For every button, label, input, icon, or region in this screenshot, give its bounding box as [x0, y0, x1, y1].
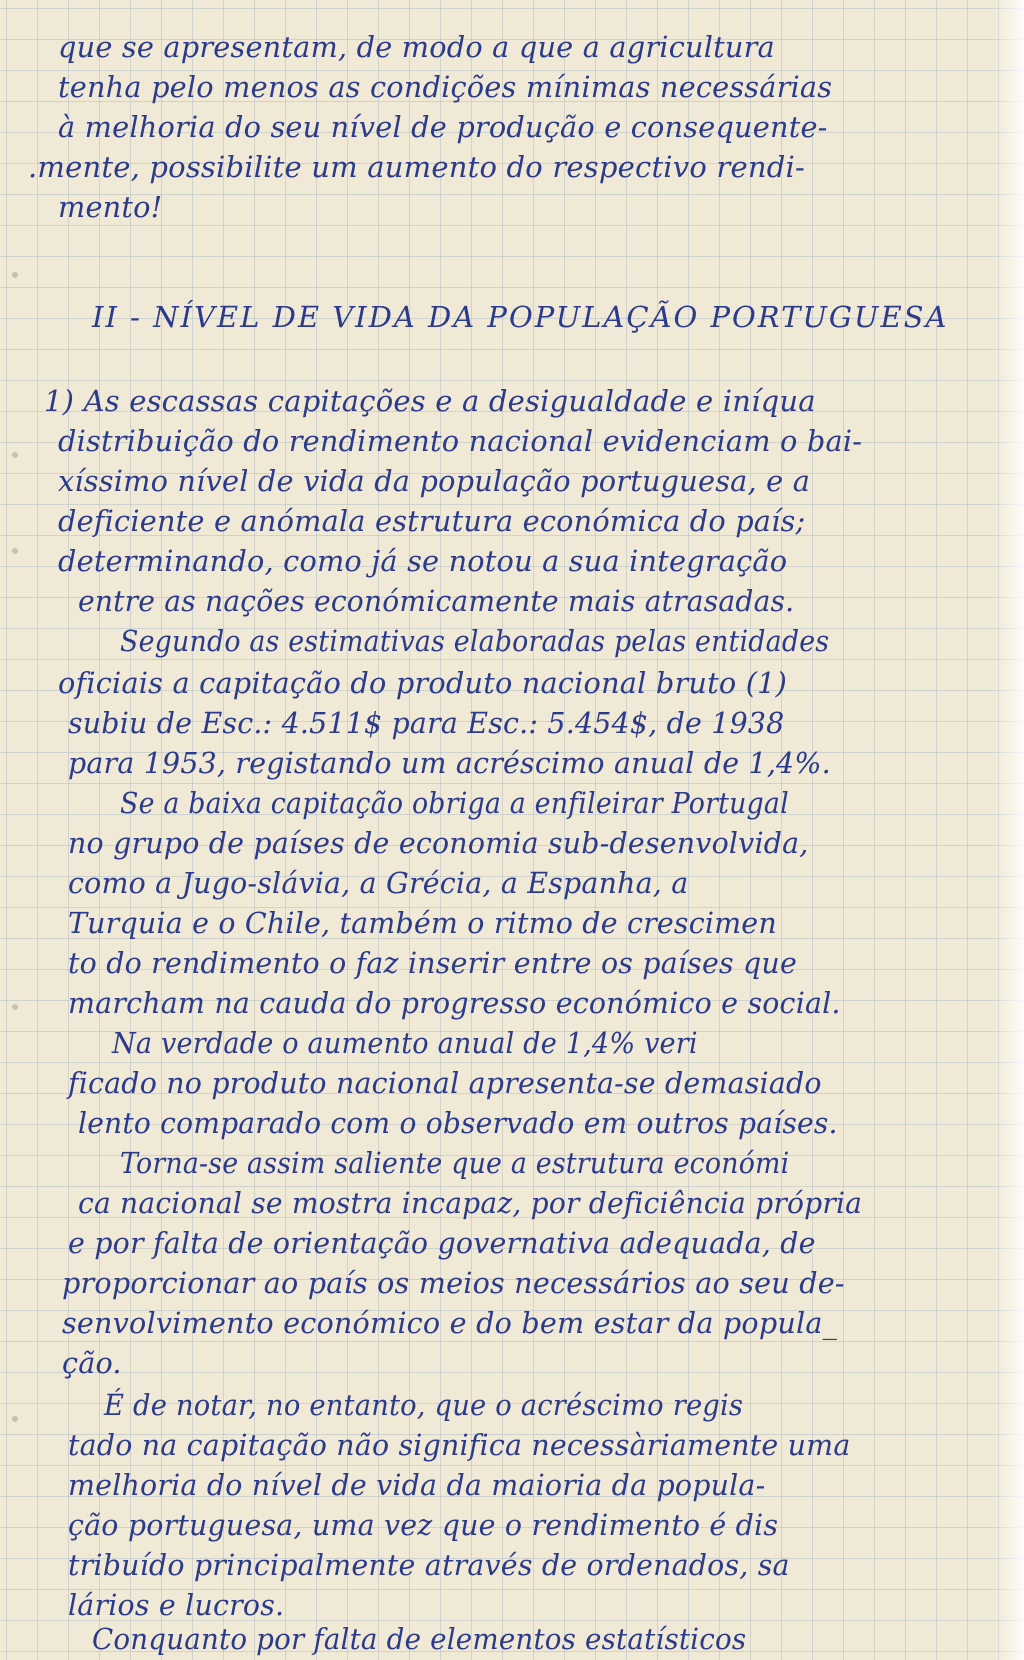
text-line: deficiente e anómala estrutura económica do país; [58, 504, 806, 538]
text-line: ção. [62, 1346, 122, 1380]
text-line: subiu de Esc.: 4.511$ para Esc.: 5.454$, de 1938 [68, 706, 785, 740]
text-line: para 1953, registando um acréscimo anual de 1,4%. [68, 746, 831, 780]
text-line: É de notar, no entanto, que o acréscimo regis [104, 1388, 744, 1422]
text-line: à melhoria do seu nível de produção e consequente- [58, 110, 828, 144]
text-line: determinando, como já se notou a sua integração [58, 544, 788, 578]
text-line: to do rendimento o faz inserir entre os países que [68, 946, 797, 980]
text-line: .mente, possibilite um aumento do respectivo rendi- [28, 150, 805, 184]
page-mark [12, 1004, 18, 1010]
text-line: distribuição do rendimento nacional evidenciam o bai- [58, 424, 863, 458]
text-line: 1) As escassas capitações e a desigualdade e iníqua [44, 384, 816, 418]
text-line: mento! [58, 190, 163, 224]
section-heading: II - NÍVEL DE VIDA DA POPULAÇÃO PORTUGUESA [92, 300, 949, 334]
text-line: como a Jugo-slávia, a Grécia, a Espanha, a [68, 866, 689, 900]
text-line: ficado no produto nacional apresenta-se demasiado [68, 1066, 822, 1100]
text-line: Se a baixa capitação obriga a enfileirar Portugal [120, 786, 789, 820]
text-line: Na verdade o aumento anual de 1,4% veri [112, 1026, 698, 1060]
text-line: tado na capitação não significa necessàriamente uma [68, 1428, 851, 1462]
text-line: entre as nações económicamente mais atrasadas. [78, 584, 795, 618]
page-mark [12, 272, 18, 278]
text-line: oficiais a capitação do produto nacional bruto (1) [58, 666, 788, 700]
text-line: ção portuguesa, uma vez que o rendimento é dis [68, 1508, 779, 1542]
text-line: melhoria do nível de vida da maioria da popula- [68, 1468, 766, 1502]
text-line: e por falta de orientação governativa adequada, de [68, 1226, 816, 1260]
text-line: Segundo as estimativas elaboradas pelas entidades [120, 624, 830, 658]
text-line: proporcionar ao país os meios necessários ao seu de- [62, 1266, 845, 1300]
page-mark [12, 1416, 18, 1422]
text-line: Conquanto por falta de elementos estatísticos [92, 1622, 747, 1656]
text-line: lento comparado com o observado em outros países. [78, 1106, 838, 1140]
text-line: no grupo de países de economia sub-desenvolvida, [68, 826, 809, 860]
text-line: xíssimo nível de vida da população portuguesa, e a [58, 464, 811, 498]
text-line: lários e lucros. [68, 1588, 285, 1622]
text-line: tribuído principalmente através de ordenados, sa [68, 1548, 790, 1582]
text-line: Turquia e o Chile, também o ritmo de crescimen [68, 906, 777, 940]
text-line: ca nacional se mostra incapaz, por deficiência própria [78, 1186, 863, 1220]
text-line: Torna-se assim saliente que a estrutura económi [120, 1146, 790, 1180]
text-line: que se apresentam, de modo a que a agricultura [58, 30, 775, 64]
page-mark [12, 548, 18, 554]
text-line: senvolvimento económico e do bem estar da popula_ [62, 1306, 838, 1340]
text-line: tenha pelo menos as condições mínimas necessárias [58, 70, 833, 104]
text-line: marcham na cauda do progresso económico e social. [68, 986, 841, 1020]
page-mark [12, 452, 18, 458]
